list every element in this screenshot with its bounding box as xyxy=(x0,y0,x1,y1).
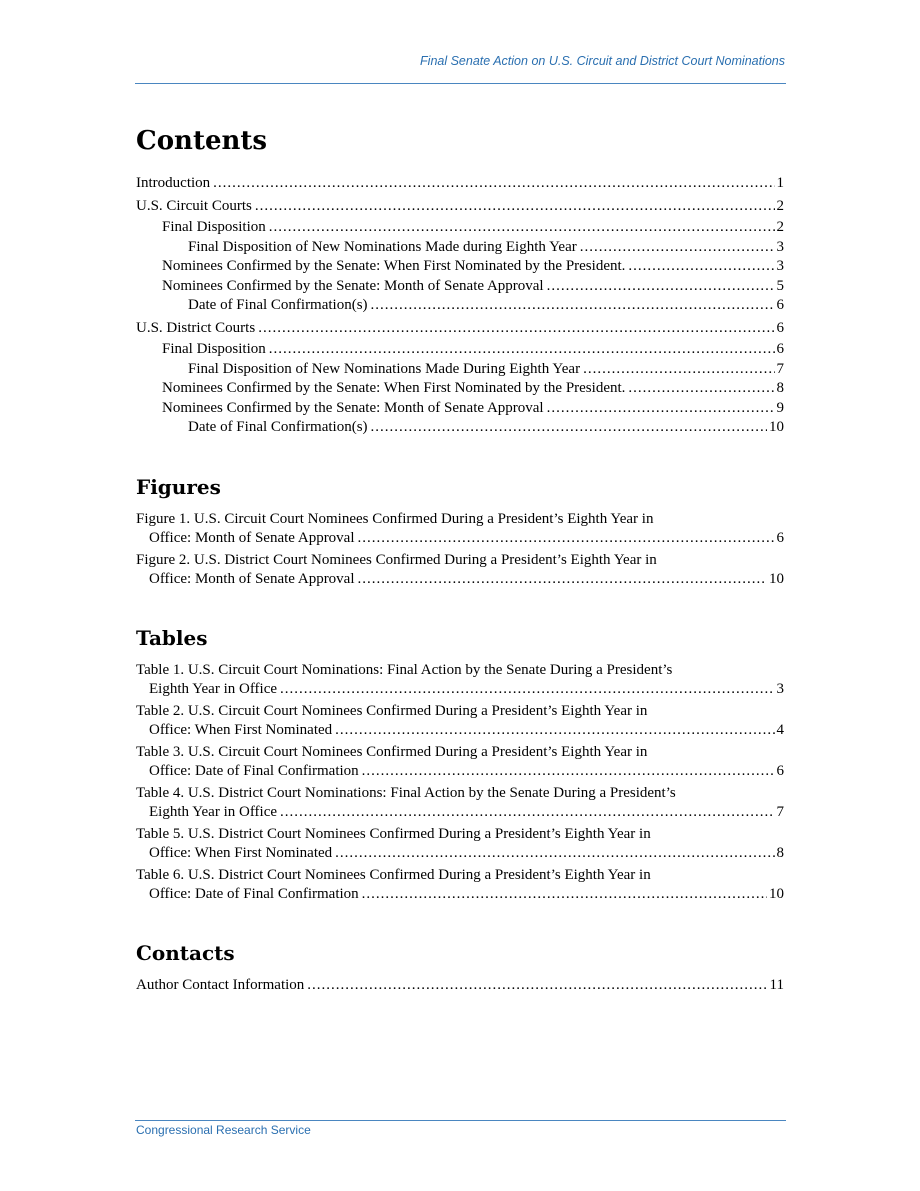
toc-entry-circuit-when-nominated[interactable]: Nominees Confirmed by the Senate: When First Nominated by the President. ..... 3 xyxy=(136,257,784,277)
footer-divider xyxy=(135,1120,786,1121)
toc-entry-district-final-confirmation[interactable]: Date of Final Confirmation(s) ..... 10 xyxy=(136,418,784,438)
contents-heading: Contents xyxy=(136,126,268,156)
toc-entry-circuit-final-disposition[interactable]: Final Disposition ..... 2 xyxy=(136,218,784,238)
contents-list xyxy=(136,174,784,438)
toc-entry-district-when-nominated[interactable]: Nominees Confirmed by the Senate: When First Nominated by the President. ..... 8 xyxy=(136,379,784,399)
table-of-contents xyxy=(136,124,784,995)
table-entry-5[interactable]: Table 5. U.S. District Court Nominees Confirmed During a President’s Eighth Year in Office: When First Nominated ..... 8 xyxy=(136,825,784,864)
figure-entry-2[interactable]: Figure 2. U.S. District Court Nominees Confirmed During a President’s Eighth Year in Office: Month of Senate Approval ..... 10 xyxy=(136,551,784,590)
footer-organization: Congressional Research Service xyxy=(136,1123,311,1137)
table-entry-1[interactable]: Table 1. U.S. Circuit Court Nominations: Final Action by the Senate During a President’s Eighth Year in Office ..... 3 xyxy=(136,661,784,700)
toc-entry-district-month-approval[interactable]: Nominees Confirmed by the Senate: Month of Senate Approval ..... 9 xyxy=(136,399,784,419)
table-entry-4[interactable]: Table 4. U.S. District Court Nominations: Final Action by the Senate During a President’s Eighth Year in Office ..... 7 xyxy=(136,784,784,823)
toc-entry-author-contact[interactable]: Author Contact Information ..... 11 xyxy=(136,976,784,996)
toc-entry-circuit-month-approval[interactable]: Nominees Confirmed by the Senate: Month of Senate Approval ..... 5 xyxy=(136,277,784,297)
contacts-heading: Contacts xyxy=(136,940,235,965)
table-entry-3[interactable]: Table 3. U.S. Circuit Court Nominees Confirmed During a President’s Eighth Year in Office: Date of Final Confirmation ..... 6 xyxy=(136,743,784,782)
toc-entry-circuit-new-nominations[interactable]: Final Disposition of New Nominations Made during Eighth Year ..... 3 xyxy=(136,238,784,258)
table-entry-6[interactable]: Table 6. U.S. District Court Nominees Confirmed During a President’s Eighth Year in Office: Date of Final Confirmation ..... 10 xyxy=(136,866,784,905)
figure-entry-1[interactable]: Figure 1. U.S. Circuit Court Nominees Confirmed During a President’s Eighth Year in Office: Month of Senate Approval ..... 6 xyxy=(136,510,784,549)
tables-heading: Tables xyxy=(136,625,208,650)
toc-entry-district-new-nominations[interactable]: Final Disposition of New Nominations Made During Eighth Year ..... 7 xyxy=(136,360,784,380)
toc-entry-district-courts[interactable]: U.S. District Courts ..... 6 xyxy=(136,319,784,339)
figures-list xyxy=(136,510,784,590)
header-divider xyxy=(135,83,786,84)
toc-entry-circuit-courts[interactable]: U.S. Circuit Courts ..... 2 xyxy=(136,197,784,217)
figures-heading: Figures xyxy=(136,474,221,499)
running-header: Final Senate Action on U.S. Circuit and District Court Nominations xyxy=(420,54,785,68)
tables-list xyxy=(136,661,784,905)
toc-entry-district-final-disposition[interactable]: Final Disposition ..... 6 xyxy=(136,340,784,360)
table-entry-2[interactable]: Table 2. U.S. Circuit Court Nominees Confirmed During a President’s Eighth Year in Office: When First Nominated ..... 4 xyxy=(136,702,784,741)
toc-entry-introduction[interactable]: Introduction ..... 1 xyxy=(136,174,784,194)
contacts-list xyxy=(136,976,784,996)
toc-entry-circuit-final-confirmation[interactable]: Date of Final Confirmation(s) ..... 6 xyxy=(136,296,784,316)
